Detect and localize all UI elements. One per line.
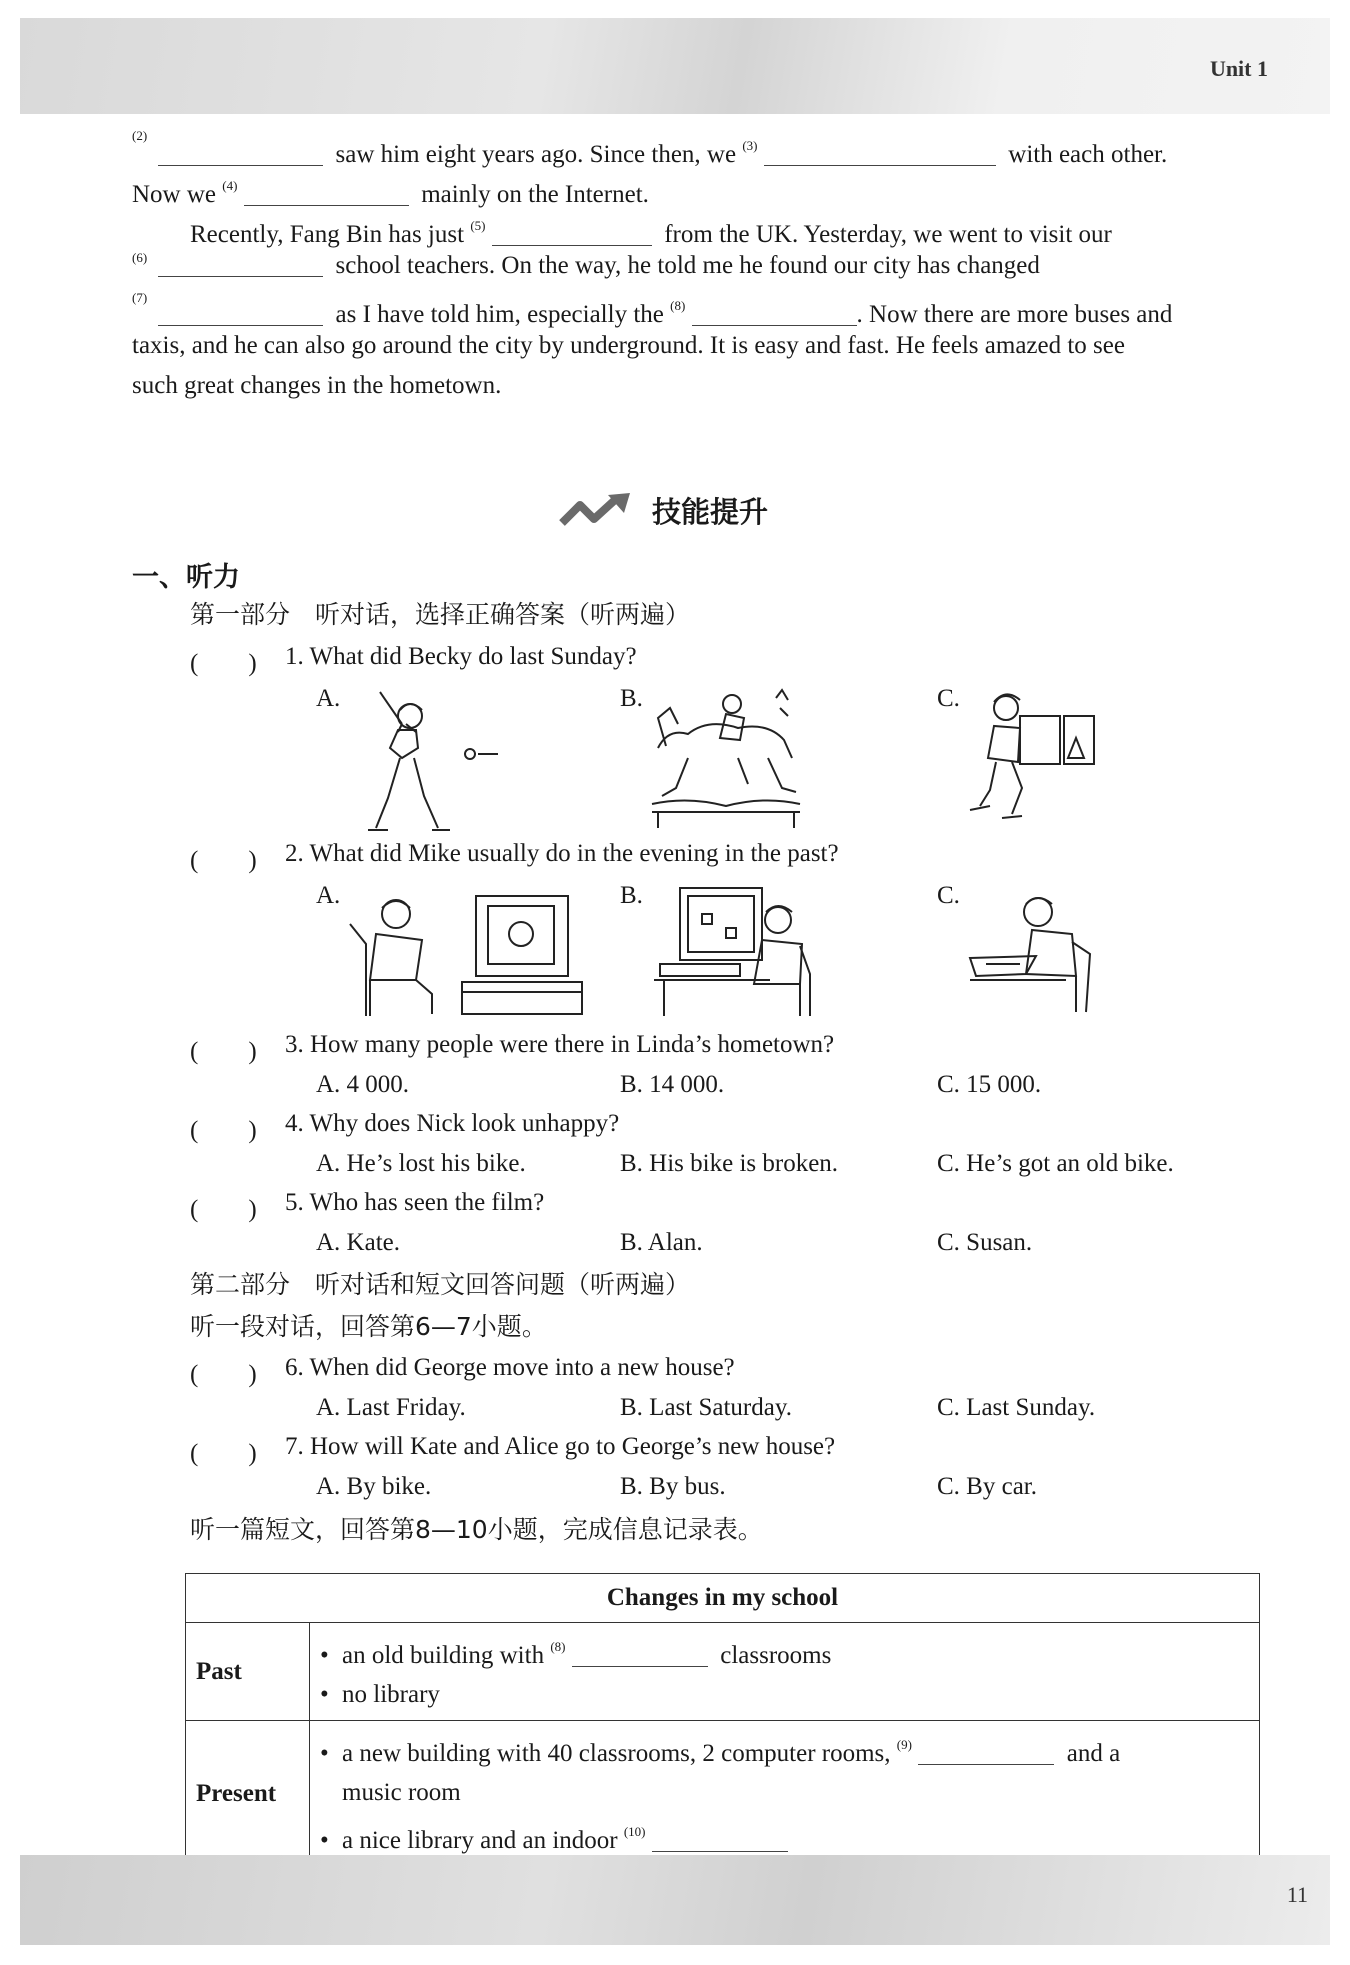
answer-blank[interactable] (764, 143, 996, 166)
option-a[interactable]: A. (316, 685, 341, 712)
part2-sub-instruction: 听一篇短文，回答第8—10小题，完成信息记录表。 (190, 1515, 763, 1544)
part1-instruction: 第一部分 听对话，选择正确答案（听两遍） (190, 600, 691, 629)
passage-line: Recently, Fang Bin has just $^{(5)}$ from the UK. Yesterday, we went to visit our (190, 218, 1112, 248)
passage-line: saw him eight years ago. Since then, we $^{(3)}$ with each other. (158, 131, 1167, 170)
option-a[interactable]: A. By bike. (316, 1473, 432, 1500)
answer-paren[interactable]: ( ) (190, 650, 257, 677)
question-text: 7. How will Kate and Alice go to George’s new house? (285, 1433, 836, 1460)
question-text: 5. Who has seen the film? (285, 1189, 545, 1216)
blank-number: (7) (132, 290, 148, 305)
section-title (558, 490, 768, 531)
footer-band (20, 1855, 1330, 1945)
present-cell: • a new building with 40 classrooms, 2 computer rooms, $^{(9)}$ and a music room • a nice library and an indoor $^{(10)}$ (310, 1721, 1260, 1867)
passage-line: taxis, and he can also go around the city by underground. It is easy and fast. He feels amazed to see (132, 332, 1125, 359)
answer-paren[interactable]: ( ) (190, 1038, 257, 1065)
option-b[interactable]: B. By bus. (620, 1473, 726, 1500)
option-b[interactable]: B. (620, 685, 643, 712)
past-cell: • an old building with $^{(8)}$ classrooms • no library (310, 1623, 1260, 1721)
passage-line: such great changes in the hometown. (132, 372, 502, 399)
option-c[interactable]: C. 15 000. (937, 1071, 1042, 1098)
section-title-text: 技能提升 (652, 495, 769, 529)
blank-number: (2) (132, 128, 148, 143)
header-band (20, 18, 1330, 114)
answer-blank[interactable] (158, 303, 323, 326)
option-c[interactable]: C. By car. (937, 1473, 1037, 1500)
option-c[interactable]: C. Susan. (937, 1229, 1033, 1256)
page-number: 11 (1286, 1882, 1308, 1907)
row-label-present: Present (186, 1721, 310, 1867)
option-c[interactable]: C. (937, 882, 960, 909)
option-c[interactable]: C. Last Sunday. (937, 1394, 1096, 1421)
doing-homework-picture (966, 884, 1116, 1019)
answer-paren[interactable]: ( ) (190, 1196, 257, 1223)
answer-paren[interactable]: ( ) (190, 847, 257, 874)
answer-paren[interactable]: ( ) (190, 1361, 257, 1388)
option-a[interactable]: A. 4 000. (316, 1071, 410, 1098)
heading-listening: 一、听力 (132, 562, 240, 593)
answer-paren[interactable]: ( ) (190, 1117, 257, 1144)
trend-arrow-icon (558, 493, 638, 529)
option-b[interactable]: B. His bike is broken. (620, 1150, 839, 1177)
answer-blank[interactable] (918, 1742, 1054, 1765)
option-b[interactable]: B. (620, 882, 643, 909)
answer-blank[interactable] (652, 1829, 788, 1852)
option-c[interactable]: C. (937, 685, 960, 712)
blank-number: (6) (132, 250, 148, 265)
question-text: 3. How many people were there in Linda’s hometown? (285, 1031, 835, 1058)
passage-line: Now we $^{(4)}$ mainly on the Internet. (132, 178, 649, 208)
question-text: 1. What did Becky do last Sunday? (285, 643, 637, 670)
passage-line: school teachers. On the way, he told me he found our city has changed (158, 251, 1040, 281)
answer-blank[interactable] (572, 1644, 708, 1667)
question-text: 6. When did George move into a new house? (285, 1354, 735, 1381)
part2-instruction: 第二部分 听对话和短文回答问题（听两遍） (190, 1270, 691, 1299)
ice-skating-picture (960, 688, 1100, 830)
row-label-past: Past (186, 1623, 310, 1721)
answer-blank[interactable] (158, 143, 323, 166)
unit-label: Unit 1 (1209, 56, 1268, 81)
option-c[interactable]: C. He’s got an old bike. (937, 1150, 1174, 1177)
answer-blank[interactable] (244, 183, 409, 206)
option-a[interactable]: A. Last Friday. (316, 1394, 466, 1421)
table-title: Changes in my school (186, 1574, 1260, 1623)
option-b[interactable]: B. Alan. (620, 1229, 703, 1256)
option-a[interactable]: A. (316, 882, 341, 909)
option-b[interactable]: B. Last Saturday. (620, 1394, 792, 1421)
horse-riding-picture (648, 688, 804, 830)
answer-paren[interactable]: ( ) (190, 1440, 257, 1467)
watching-tv-picture (346, 884, 596, 1019)
part2-sub-instruction: 听一段对话，回答第6—7小题。 (190, 1312, 547, 1341)
question-text: 2. What did Mike usually do in the evening in the past? (285, 840, 839, 867)
answer-blank[interactable] (158, 254, 323, 277)
answer-blank[interactable] (692, 303, 857, 326)
computer-game-picture (650, 884, 820, 1020)
question-text: 4. Why does Nick look unhappy? (285, 1110, 620, 1137)
info-record-table (185, 1573, 1260, 1867)
answer-blank[interactable] (492, 223, 652, 246)
passage-line: as I have told him, especially the $^{(8)}$ . Now there are more buses and (158, 291, 1172, 330)
baseball-player-picture (340, 688, 510, 836)
option-a[interactable]: A. He’s lost his bike. (316, 1150, 526, 1177)
option-b[interactable]: B. 14 000. (620, 1071, 725, 1098)
option-a[interactable]: A. Kate. (316, 1229, 400, 1256)
